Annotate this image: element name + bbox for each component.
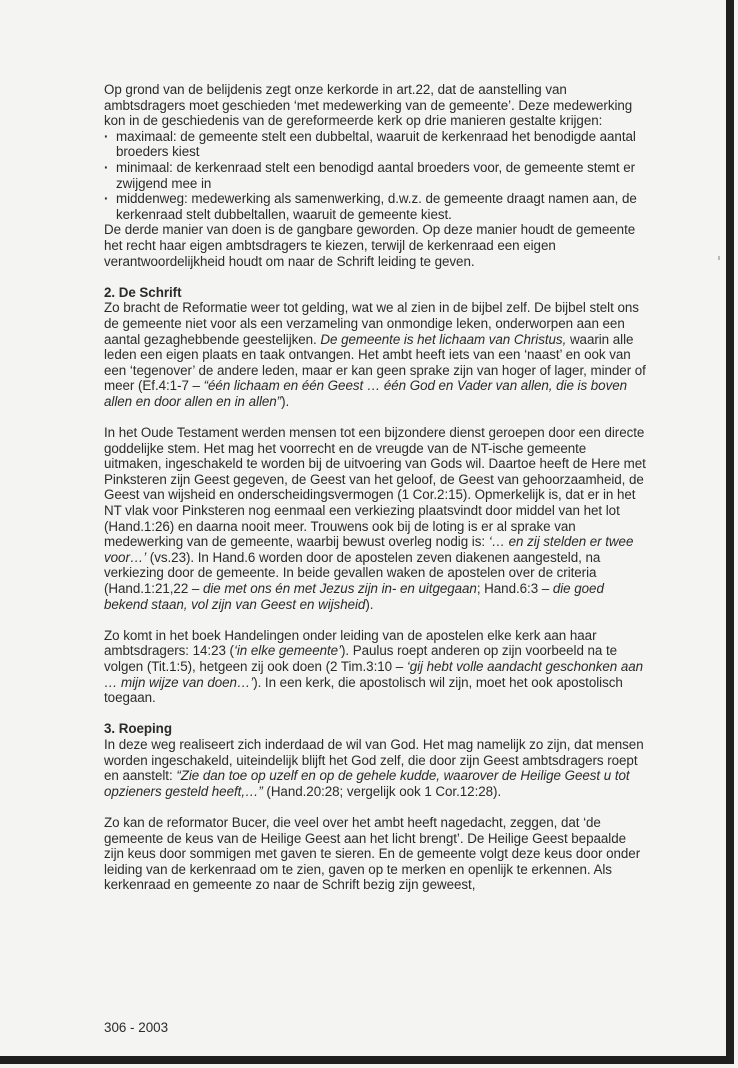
intro-conclusion: De derde manier van doen is de gangbare geworden. Op deze manier houdt de gemeente het recht haar eigen ambtsdragers te kiezen, terwijl de kerkenraad een eigen verantwoordelijkheid houdt om naar de Schrift leiding te geven. bbox=[104, 222, 636, 269]
roeping-paragraph-1: In deze weg realiseert zich inderdaad de wil van God. Het mag namelijk zo zijn, dat mensen worden ingeschakeld, uiteindelijk blijft het God zelf, die door zijn Geest ambtsdragers roept en aanstelt: “Zie dan toe op uzelf en op de gehele kudde, waarover de Heilige Geest u tot opzieners gesteld heeft,…” (Hand.20:28; vergelijk ook 1 Cor.12:28). bbox=[104, 736, 644, 799]
list-item: · minimaal: de kerkenraad stelt een benodigd aantal broeders voor, de gemeente stemt er zwijgend mee in bbox=[104, 160, 646, 191]
bullet-list bbox=[104, 129, 646, 223]
schrift-paragraph-1: Zo bracht de Reformatie weer tot gelding, wat we al zien in de bijbel zelf. De bijbel stelt ons de gemeente niet voor als een verzameling van onmondige leken, onderworpen aan een aantal gezaghebbende geestelijken. De gemeente is het lichaam van Christus, waarin alle leden een eigen plaats en taak ontvangen. Het ambt heeft iets van een ‘naast’ en ook van een ‘tegenover’ de andere leden, maar er kan geen sprake zijn van hoger of lager, minder of meer (Ef.4:1-7 – “één lichaam en één Geest … één God en Vader van allen, die is boven allen en door allen en in allen”). bbox=[104, 300, 646, 409]
article-body bbox=[104, 82, 646, 893]
list-item: · middenweg: medewerking als samenwerking, d.w.z. de gemeente draagt namen aan, de kerkenraad stelt dubbeltallen, waaruit de gemeente kiest. bbox=[104, 191, 646, 222]
section-heading-roeping: 3. Roeping bbox=[104, 721, 172, 737]
edge-mark bbox=[718, 256, 720, 260]
schrift-paragraph-2: In het Oude Testament werden mensen tot een bijzondere dienst geroepen door een directe goddelijke stem. Het mag het voorrecht en de vreugde van de NT-ische gemeente uitmaken, ingeschakeld te worden bij de uitvoering van Gods wil. Daartoe heeft de Here met Pinksteren zijn Geest gegeven, de Geest van het geloof, de Geest van gehoorzaamheid, de Geest van wijsheid en onderscheidingsvermogen (1 Cor.2:15). Opmerkelijk is, dat er in het NT vlak voor Pinksteren nog eenmaal een verkiezing plaatsvindt door middel van het lot (Hand.1:26) en daarna nooit meer. Trouwens ook bij de loting is er al sprake van medewerking van de gemeente, waarbij bewust overleg nodig is: ‘… en zij stelden er twee voor…’ (vs.23). In Hand.6 worden door de apostelen zeven diakenen aangesteld, na verkiezing door de gemeente. In beide gevallen waken de apostelen over de criteria (Hand.1:21,22 – die met ons én met Jezus zijn in- en uitgegaan; Hand.6:3 – die goed bekend staan, vol zijn van Geest en wijsheid). bbox=[104, 425, 646, 612]
page-number: 306 - 2003 bbox=[104, 1020, 169, 1035]
roeping-paragraph-2: Zo kan de reformator Bucer, die veel over het ambt heeft nagedacht, zeggen, dat ‘de gemeente de keus van de Heilige Geest aan het licht brengt’. De Heilige Geest bepaalde zijn keus door sommigen met gaven te sieren. En de gemeente volgt deze keus door onder leiding van de kerkenraad om te zien, gaven op te merken en openlijk te erkennen. Als kerkenraad en gemeente zo naar de Schrift bezig zijn geweest, bbox=[104, 814, 641, 893]
schrift-paragraph-3: Zo komt in het boek Handelingen onder leiding van de apostelen elke kerk aan haar ambtsdragers: 14:23 (‘in elke gemeente’). Paulus roept anderen op zijn voorbeeld na te volgen (Tit.1:5), hetgeen zij ook doen (2 Tim.3:10 – ‘gij hebt volle aandacht geschonken aan … mijn wijze van doen…’). In een kerk, die apostolisch wil zijn, moet het ook apostolisch toegaan. bbox=[104, 627, 644, 706]
list-item: · maximaal: de gemeente stelt een dubbeltal, waaruit de kerkenraad het benodigde aantal broeders kiest bbox=[104, 129, 646, 160]
intro-paragraph: Op grond van de belijdenis zegt onze kerkorde in art.22, dat de aanstelling van ambtsdragers moet geschieden ‘met medewerking van de gemeente’. Deze medewerking kon in de geschiedenis van de gereformeerde kerk op drie manieren gestalte krijgen: bbox=[104, 82, 633, 129]
section-heading-schrift: 2. De Schrift bbox=[104, 284, 182, 300]
